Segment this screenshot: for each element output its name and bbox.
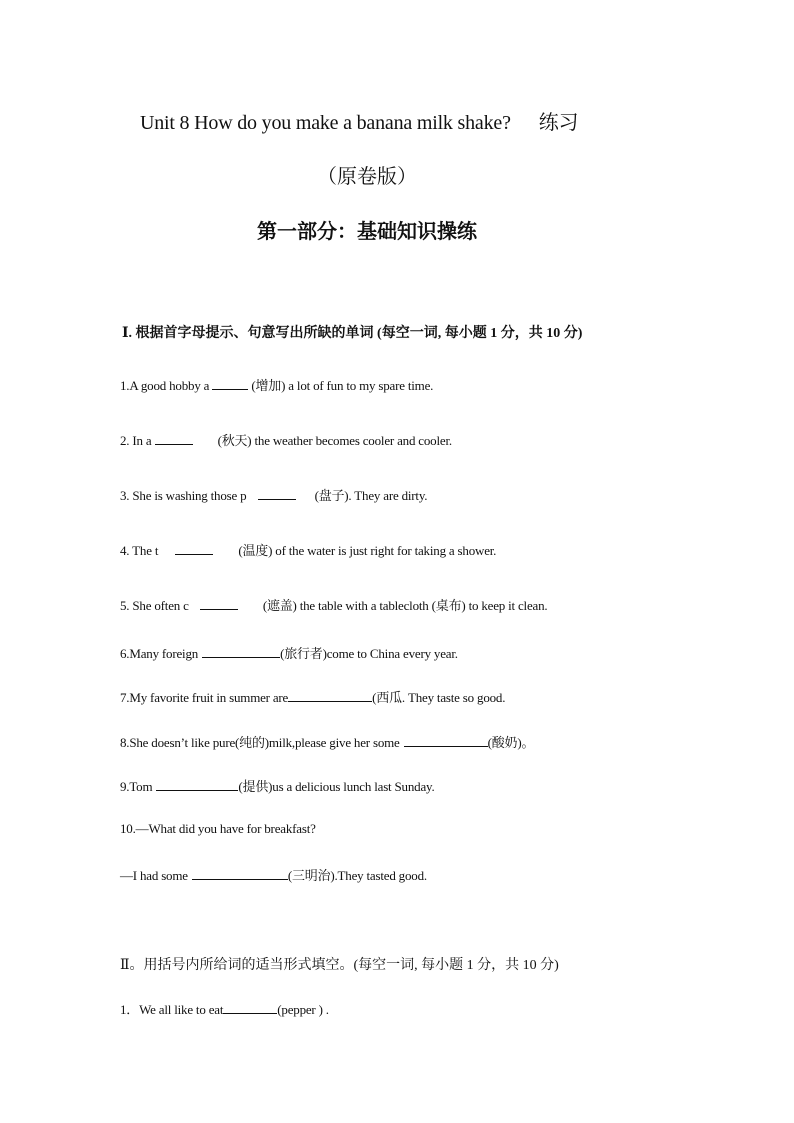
question-1 (120, 375, 433, 394)
answer-blank[interactable] (404, 734, 488, 747)
question-text: 1.A good hobby a (120, 378, 210, 393)
section-2-question-1 (120, 999, 329, 1018)
title-chinese: 练习 (538, 112, 579, 134)
question-2 (120, 430, 452, 449)
question-text: 5. She often c (120, 598, 189, 613)
section-2-heading: Ⅱ。用括号内所给词的适当形式填空。(每空一词, 每小题 1 分，共 10 分) (120, 958, 559, 973)
question-text: 7.My favorite fruit in summer are (120, 690, 289, 705)
question-text: —I had some (120, 868, 188, 883)
question-text: 3. She is washing those p (120, 488, 247, 503)
answer-blank[interactable] (212, 377, 248, 390)
answer-blank[interactable] (200, 597, 238, 610)
question-text: (西瓜. They taste so good. (372, 690, 506, 705)
question-text: 9.Tom (120, 779, 153, 794)
question-text: 6.Many foreign (120, 646, 199, 661)
answer-blank[interactable] (175, 542, 213, 555)
question-10-answer (120, 865, 427, 884)
question-3 (120, 485, 427, 504)
answer-blank[interactable] (223, 1001, 277, 1014)
part-heading: 第一部分：基础知识操练 (257, 221, 477, 243)
question-text: (pepper ) . (277, 1002, 329, 1017)
question-9 (120, 776, 435, 795)
question-text: (增加) a lot of fun to my spare time. (251, 378, 434, 393)
question-7 (120, 687, 505, 706)
question-4 (120, 540, 496, 559)
title-english: Unit 8 How do you make a banana milk shake? (140, 112, 511, 134)
answer-blank[interactable] (288, 689, 372, 702)
question-10-prompt: 10.—What did you have for breakfast? (120, 821, 316, 836)
question-5 (120, 595, 547, 614)
question-text: (秋天) the weather becomes cooler and cooler. (217, 433, 452, 448)
question-text: (遮盖) the table with a tablecloth (桌布) to keep it clean. (262, 598, 548, 613)
answer-blank[interactable] (156, 778, 238, 791)
question-text: (旅行者)come to China every year. (280, 646, 458, 661)
answer-blank[interactable] (192, 867, 288, 880)
answer-blank[interactable] (155, 432, 193, 445)
question-text: (温度) of the water is just right for taking a shower. (238, 543, 497, 558)
question-8 (120, 732, 534, 751)
subtitle: （原卷版） (317, 166, 417, 188)
answer-blank[interactable] (202, 645, 280, 658)
question-text: 8.She doesn’t like pure(纯的)milk,please give her some (120, 735, 400, 750)
question-6 (120, 643, 458, 662)
section-1-heading: Ⅰ. 根据首字母提示、句意写出所缺的单词 (每空一词, 每小题 1 分，共 10 分) (122, 326, 583, 341)
answer-blank[interactable] (258, 487, 296, 500)
question-text: (提供)us a delicious lunch last Sunday. (238, 779, 435, 794)
question-text: 2. In a (120, 433, 152, 448)
question-text: 1．We all like to eat (120, 1002, 224, 1017)
question-text: (酸奶)。 (487, 735, 535, 750)
question-text: (三明治).They tasted good. (287, 868, 427, 883)
document-title (140, 106, 578, 135)
question-text: (盘子). They are dirty. (314, 488, 428, 503)
question-text: 4. The t (120, 543, 159, 558)
